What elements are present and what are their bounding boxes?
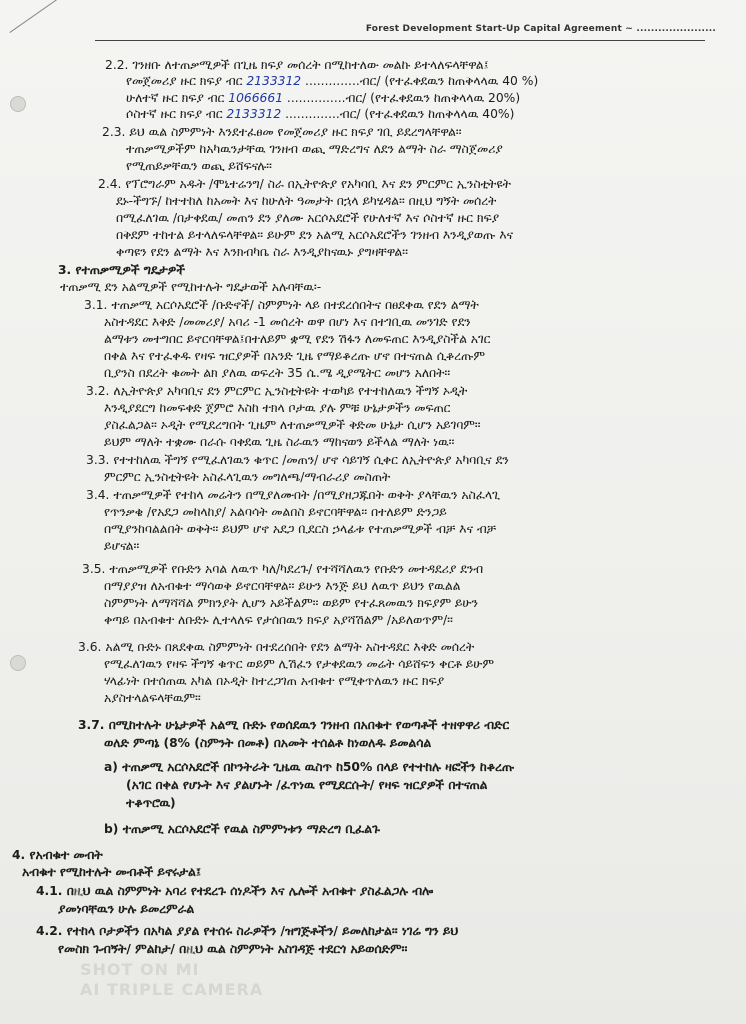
page-corner-fold bbox=[0, 0, 59, 33]
doc-line: በማያያዝ ለአብቁተ ማሳወቅ ይኖርባቸዋል፡፡ ይሁን እንጅ ይህ ለዉጥ ይህን የዉልል bbox=[104, 579, 460, 593]
doc-line: የሚፈለገዉን የዛፍ ችግኝ ቁጥር ወይም ሊሽፈን የታቀደዉን መሬት ሳይሸፍን ቀርቶ ይሁም bbox=[104, 657, 494, 671]
camera-watermark bbox=[80, 960, 263, 1000]
doc-line: ደኑ-ችግኙ/ ከተተከለ ከአመት እና ከሁለት ዓመታት በኋላ ይካሄዳል፡፡ በዚህ ግኝት መሰረት bbox=[116, 194, 496, 208]
doc-line: ሃላፊነት በተሰጠዉ አካል በኦዲት ከተረጋገጠ አብቁተ የሚቀጥለዉን ዙር ክፍያ bbox=[104, 674, 444, 688]
doc-line: 3.3. የተተከለዉ ችግኝ የሚፈለገዉን ቁጥር /መጠን/ ሆኖ ሳይገኝ ሲቀር ለኢትዮጵያ አካባቢና ደን bbox=[86, 453, 509, 467]
doc-line: ወለድ ምጣኔ (8% (ስምንት በመቶ) በአመት ተሰልቶ ከነወለዱ ይመልሳል bbox=[104, 736, 431, 750]
doc-line: ተጠቃሚዎችም ከአካዉንታቸዉ ገንዘብ ወጪ ማድረግና ለደን ልማት ስራ ማስጀመሪያ bbox=[126, 142, 503, 156]
doc-line: እንዲያደርግ ከመፍቀድ ጀምሮ እስከ ተክላ ቦታዉ ያሉ ምቹ ሁኔታዎችን መፍጠር bbox=[104, 401, 450, 415]
doc-line: በሚያንከባልልበት ወቅት፡፡ ይህም ሆኖ አደጋ ቢደርስ ኃላፊቱ የተጠቃሚዎች ብቻ እና ብቻ bbox=[104, 522, 496, 536]
doc-line: ይሆናል፡፡ bbox=[104, 539, 139, 553]
doc-line: በቀል እና የተፈቀዱ የዛፍ ዝርያዎች በአንድ ጊዜ የማይቆረጡ ሆኖ በተናጠል ሲቆረጡም bbox=[104, 349, 485, 363]
doc-line: ሶስተኛ ዙር ክፍያ ብር 2133312 ..............ብር/ (የተፈቀደዉን ከጠቅላላዉ 40%) bbox=[126, 107, 514, 121]
doc-line: ያመነባቸዉን ሁሉ ይመረምራል bbox=[58, 902, 194, 916]
doc-line: በሚፈለገዉ /በታቀደዉ/ መጠን ደን ያለሙ አርሶአደሮች የሁለተኛ እና ሶስተኛ ዙር ክፍያ bbox=[116, 211, 499, 225]
doc-line: 3.2. ለኢትዮጵያ አካባቢና ደን ምርምር ኢንስቲትዩት ተወካይ የተተከለዉን ችግኝ ኦዲት bbox=[86, 384, 467, 398]
handwritten-amount: 2133312 bbox=[246, 74, 302, 88]
doc-line: የመስክ ጉብኝት/ ምልከታ/ በዚህ ዉል ስምምነት አስገዳጅ ተደርጎ አይወሰድም፡፡ bbox=[58, 942, 407, 956]
doc-line: ይህም ማለት ተቋሙ በራሱ ባቀደዉ ጊዜ ስራዉን ማከናወን ይችላል ማለት ነዉ፡፡ bbox=[104, 435, 454, 449]
doc-line: 4.2. የተከላ ቦታዎችን በአካል ያያል የተሰሩ ስራዎችን /ዝግጅቶችን/ ይመለከታል፡፡ ነገሬ ግን ይህ bbox=[36, 924, 458, 938]
doc-line: 3.5. ተጠቃሚዎች የቡድን አባል ለዉጥ ካለ/ካደረጉ/ የተሻሻለዉን የቡድን መተዳደሪያ ደንብ bbox=[82, 562, 483, 576]
doc-line: ሁለተኛ ዙር ክፍያ ብር 1066661 ...............ብር/ (የተፈቀደዉን ከጠቅላላዉ 20%) bbox=[126, 91, 520, 105]
section-heading: 4. የአብቁተ መብት bbox=[12, 848, 103, 862]
doc-line: 2.2. ገንዘቡ ለተጠቃሚዎች በጊዜ ክፍያ መሰረት በሚከተለው መልኩ ይተላለፍላቸዋል፤ bbox=[105, 58, 489, 72]
doc-line: 2.4. የፕሮግራም አዱት /ሞኒተሬንግ/ ስራ በኢትዮጵያ የአካባቢ እና ደን ምርምር ኢንስቲትዩት bbox=[98, 177, 511, 191]
doc-line: አብቁተ የሚከተሉት መብቶች ይኖሩታል፤ bbox=[22, 865, 201, 879]
doc-line: ቀጣዩን የደን ልማት እና እንክብካቤ ስራ እንዲያከናዉኑ ያግዛቸዋል፡፡ bbox=[116, 245, 408, 259]
doc-line: 3.4. ተጠቃሚዎች የተከላ መሬትን በሚያለሙበት /በሚያዘጋጁበት ወቅት ያላቸዉን አስፈላጊ bbox=[86, 488, 500, 502]
page-header-title: Forest Development Start-Up Capital Agreement ~ ...................... bbox=[365, 24, 716, 34]
doc-line: ቀጣይ በአብቁተ ለቡድኑ ሊተላለፍ የታሰበዉን ክፍያ አያሻሽልም /አይለወጥም/፡፡ bbox=[104, 613, 453, 627]
doc-line: በቅደም ተከተል ይተላለፍላቸዋል፡፡ ይሁም ደን አልሚ አርሶአደሮችን ገንዘብ እንዲያወጡ እና bbox=[116, 228, 513, 242]
doc-line: 3.7. በሚከተሉት ሁኔታዎች አልሚ ቡድኑ የወሰደዉን ገንዘብ በአበቁተ የወጣቶች ተዘዋዋሪ ብድር bbox=[78, 718, 509, 732]
doc-line: 4.1. በዚህ ዉል ስምምነት አባሪ የተደረጉ ሰነዶችን እና ሌሎች አብቁተ ያስፈልጋሉ ብሎ bbox=[36, 884, 433, 898]
doc-line: ያስፈልጋል፡፡ ኦዲት የሚደረግበት ጊዜም ለተጠቃሚዎች ቅድመ ሁኔታ ሲሆን አይገባም፡፡ bbox=[104, 418, 481, 432]
doc-line: ምርምር ኢንስቲትዩት አስፈላጊዉን መግለጫ/ማብራሪያ መስጠት bbox=[104, 470, 390, 484]
doc-line: 3.1. ተጠቃሚ አርሶአደሮች /ቡድኖች/ ስምምነት ላይ በተደረሰበትና በፀደቀዉ የደን ልማት bbox=[84, 298, 479, 312]
doc-line: ተቆጥሮዉ) bbox=[126, 796, 176, 810]
doc-line: 3.6. አልሚ ቡድኑ በጸደቀዉ ስምምነት በተደረሰበት የደን ልማት አስተዳደር እቅድ መሰረት bbox=[78, 640, 474, 654]
doc-line: የጥንቃቄ /የአደጋ መከላከያ/ አልባሳት መልበስ ይኖርባቸዋል፡፡ በተለይም ድንጋይ bbox=[104, 505, 447, 519]
watermark-line: AI TRIPLE CAMERA bbox=[80, 980, 264, 999]
doc-line: (አገር በቀል የሆኑት እና ያልሆኑት /ፈጥነዉ የሚደርሱት/ የዛፍ ዝርያዎች በተናጠል bbox=[126, 778, 487, 792]
doc-line: ቢያንስ በደረት ቁመት ልክ ያለዉ ወፍረት 35 ሴ.ሜ ዲያሜትር መሆን አለበት፡፡ bbox=[104, 366, 450, 380]
doc-line: አያስተላልፍላቸዉም፡፡ bbox=[104, 691, 201, 705]
punch-hole bbox=[10, 655, 26, 671]
doc-line: የሚጠይቃቸዉን ወጪ ይሸፍናሉ፡፡ bbox=[126, 159, 272, 173]
handwritten-amount: 1066661 bbox=[228, 91, 284, 105]
doc-line: ስምምነት ለማሻሻል ምክንያት ሊሆን አይችልም፡፡ ወይም የተፈጸመዉን ክፍያም ይሁን bbox=[104, 596, 478, 610]
section-heading: 3. የተጠቃሚዎች ግዴታዎች bbox=[58, 263, 185, 277]
watermark-line: SHOT ON MI bbox=[80, 960, 200, 979]
doc-line: ተጠቃሚ ደን አልሚዎች የሚከተሉት ግዴታወች አሉባቸዉ፡- bbox=[60, 280, 321, 294]
punch-hole bbox=[10, 96, 26, 112]
doc-line: ልማቱን መተግበር ይኖርባቸዋል፤በተለይም ቋሚ የደን ሽፋን ለመፍጠር እንዲያስችል አገር bbox=[104, 332, 490, 346]
doc-line: b) ተጠቃሚ አርሶአደሮች የዉል ስምምነቱን ማድረግ ቢፈልጉ bbox=[104, 822, 380, 836]
header-rule bbox=[95, 40, 705, 41]
handwritten-amount: 2133312 bbox=[226, 107, 282, 121]
doc-line: a) ተጠቃሚ አርሶአደሮች በኮንትራት ጊዜዉ ዉስጥ ከ50% በላይ የተተከሉ ዛፎችን ከቆረጡ bbox=[104, 760, 514, 774]
doc-line: 2.3. ይህ ዉል ስምምነት እንደተፈፀመ የመጀመሪያ ዙር ክፍያ ገቢ ይደረግላቸዋል፡፡ bbox=[102, 125, 462, 139]
doc-line: የመጀመሪያ ዙር ክፍያ ብር 2133312 ..............ብር/ (የተፈቀደዉን ከጠቅላላዉ 40 %) bbox=[126, 74, 538, 88]
doc-line: አስተዳደር እቅድ /መመሪያ/ አባሪ -1 መሰረት ወዋ በሆነ እና በተገቢዉ መንገድ የደን bbox=[104, 315, 471, 329]
